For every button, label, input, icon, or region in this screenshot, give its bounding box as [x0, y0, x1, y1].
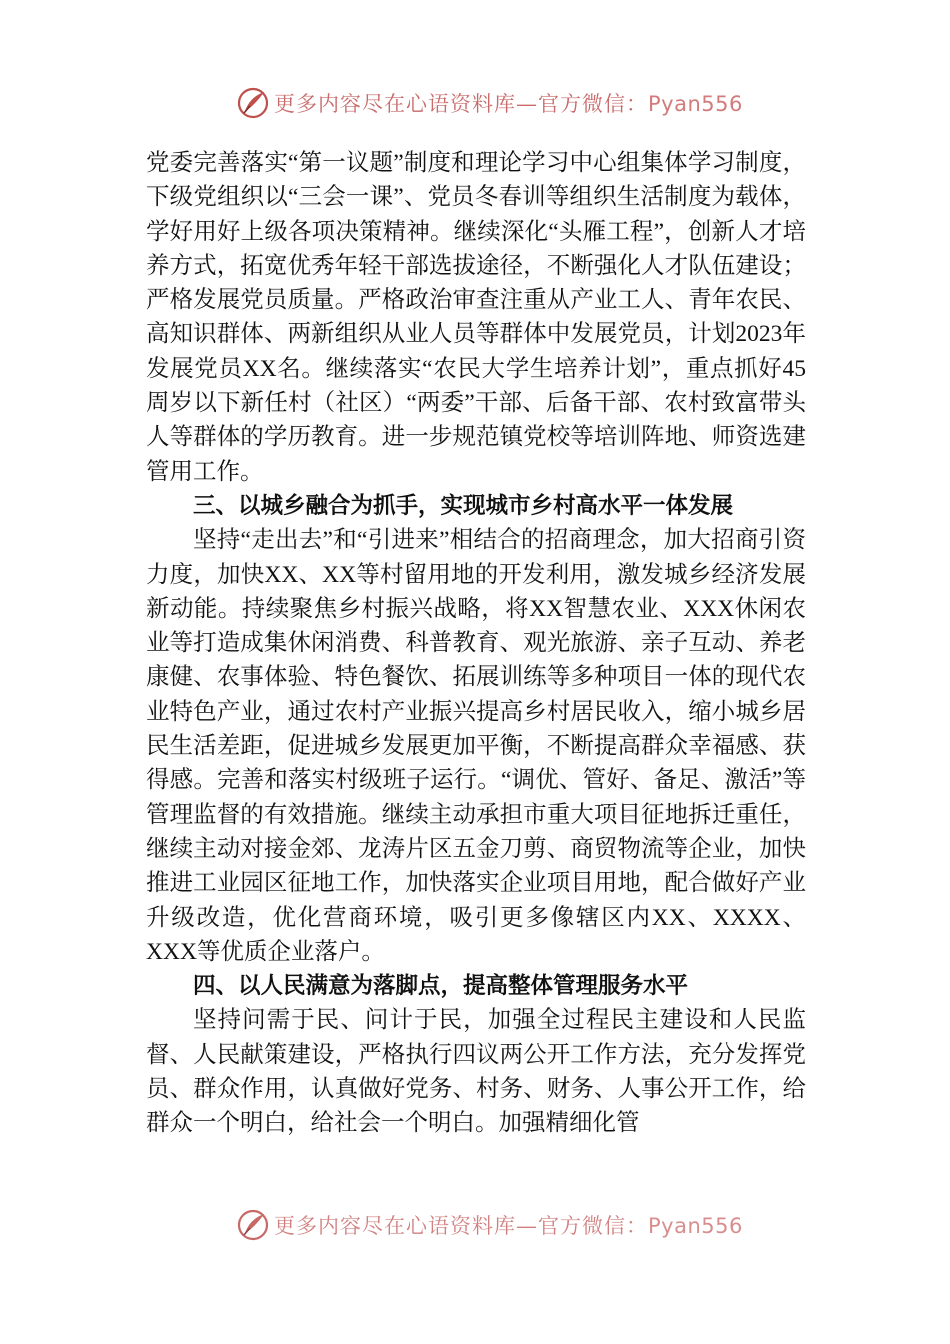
watermark-text	[274, 1210, 743, 1240]
body-paragraph: 党委完善落实“第一议题”制度和理论学习中心组集体学习制度，下级党组织以“三会一课”、党员冬春训等组织生活制度为载体，学好用好上级各项决策精神。继续深化“头雁工程”，创新人才培养方式，拓宽优秀年轻干部选拔途径，不断强化人才队伍建设；严格发展党员质量。严格政治审查注重从产业工人、青年农民、高知识群体、两新组织从业人员等群体中发展党员，计划2023年发展党员XX名。继续落实“农民大学生培养计划”，重点抓好45周岁以下新任村（社区）“两委”干部、后备干部、农村致富带头人等群体的学历教育。进一步规范镇党校等培训阵地、师资选建管用工作。	[146, 150, 806, 485]
footer-watermark	[236, 1206, 756, 1244]
header-watermark	[236, 84, 756, 122]
body-paragraph: 坚持“走出去”和“引进来”相结合的招商理念，加大招商引资力度，加快XX、XX等村留用地的开发利用，激发城乡经济发展新动能。持续聚焦乡村振兴战略，将XX智慧农业、XXX休闲农业等打造成集休闲消费、科普教育、观光旅游、亲子互动、养老康健、农事体验、特色餐饮、拓展训练等多种项目一体的现代农业特色产业，通过农村产业振兴提高乡村居民收入，缩小城乡居民生活差距，促进城乡发展更加平衡，不断提高群众幸福感、获得感。完善和落实村级班子运行。“调优、管好、备足、激活”等管理监督的有效措施。继续主动承担市重大项目征地拆迁重任，继续主动对接金郊、龙涛片区五金刀剪、商贸物流等企业，加快推进工业园区征地工作，加快落实企业项目用地，配合做好产业升级改造，优化营商环境，吸引更多像辖区内XX、XXXX、XXX等优质企业落户。	[146, 527, 806, 965]
watermark-label: 更多内容尽在心语资料库—官方微信：	[274, 1214, 648, 1238]
section-heading-4: 四、以人民满意为落脚点，提高整体管理服务水平	[193, 973, 689, 1000]
document-body	[146, 146, 806, 1141]
section-heading-3: 三、以城乡融合为抓手，实现城市乡村高水平一体发展	[193, 492, 734, 519]
watermark-text	[274, 88, 743, 118]
watermark-label: 更多内容尽在心语资料库—官方微信：	[274, 92, 648, 116]
quill-logo-icon	[236, 1208, 270, 1242]
body-paragraph: 坚持问需于民、问计于民，加强全过程民主建设和人民监督、人民献策建设，严格执行四议两公开工作方法，充分发挥党员、群众作用，认真做好党务、村务、财务、人事公开工作，给群众一个明白，给社会一个明白。加强精细化管	[146, 1007, 806, 1137]
wechat-id: Pyan556	[648, 1214, 743, 1238]
wechat-id: Pyan556	[648, 92, 743, 116]
quill-logo-icon	[236, 86, 270, 120]
